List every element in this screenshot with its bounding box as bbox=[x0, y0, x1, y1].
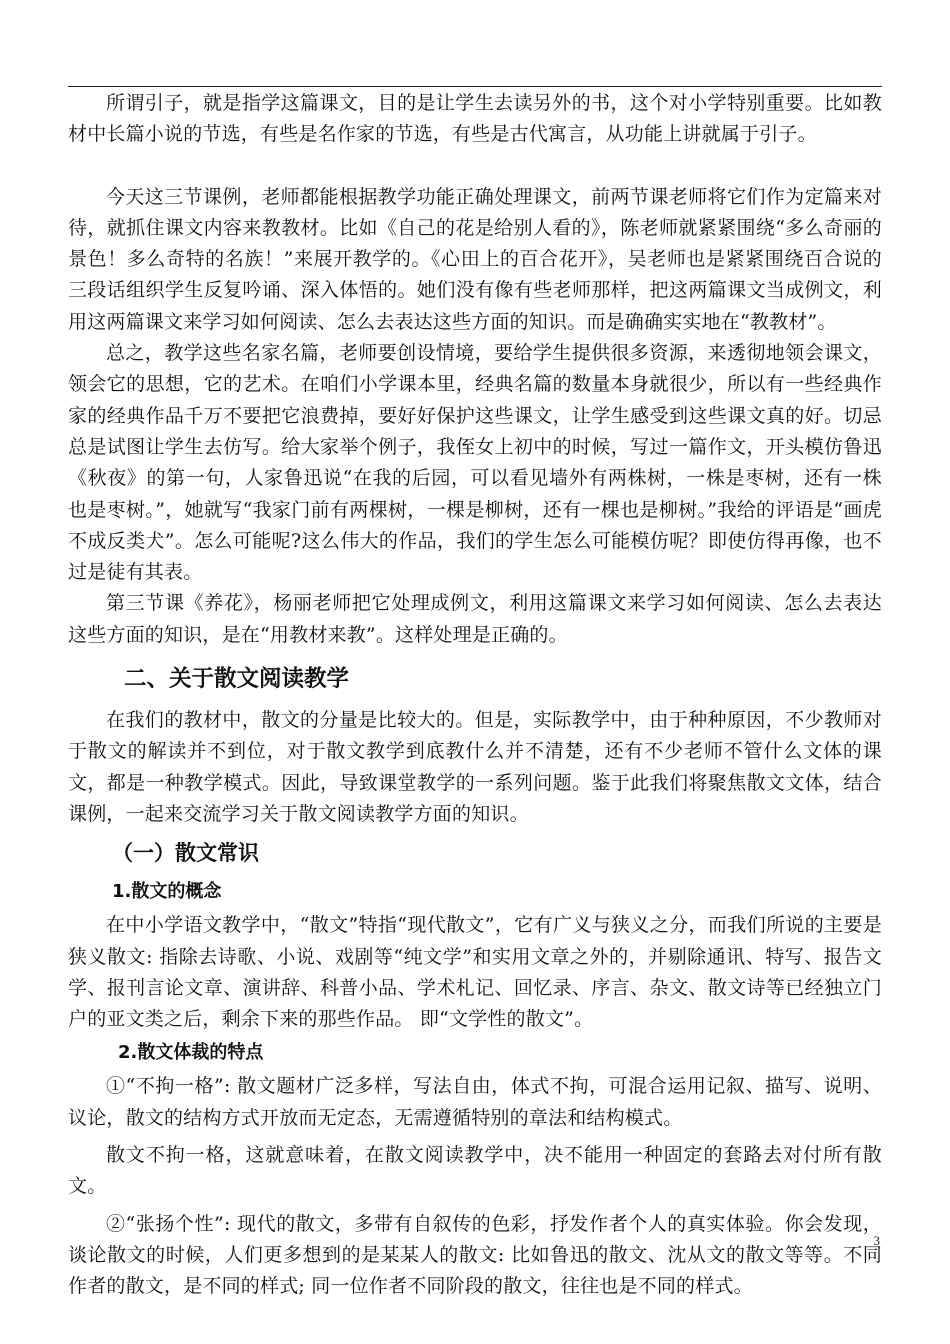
item-heading-prose-features: 2.散文体裁的特点 bbox=[118, 1042, 264, 1064]
paragraph-feature-unconventional: ①“不拘一格”: 散文题材广泛多样，写法自由，体式不拘，可混合运用记叙、描写、说明、议论，散文的结构方式开放而无定态，无需遵循特别的章法和结构模式。 bbox=[68, 1075, 882, 1129]
section-heading-prose-teaching: 二、关于散文阅读教学 bbox=[124, 666, 350, 693]
paragraph-feature-implication: 散文不拘一格，这就意味着，在散文阅读教学中，决不能用一种固定的套路去对付所有散文。 bbox=[68, 1144, 882, 1198]
paragraph-third-lesson: 第三节课《养花》，杨丽老师把它处理成例文，利用这篇课文来学习如何阅读、怎么去表达这些方面的知识，是在“用教材来教”。这样处理是正确的。 bbox=[68, 592, 882, 646]
document-body bbox=[68, 88, 882, 1303]
page-number: 3 bbox=[873, 1233, 880, 1248]
subsection-heading-prose-basics: （一）散文常识 bbox=[112, 841, 259, 866]
paragraph-three-lessons: 今天这三节课例，老师都能根据教学功能正确处理课文，前两节课老师将它们作为定篇来对待，就抓住课文内容来教教材。比如《自己的花是给别人看的》，陈老师就紧紧围绕“多么奇丽的景色！多么奇特的名族！”来展开教学的。《心田上的百合花开》，吴老师也是紧紧围绕百合说的三段话组织学生反复吟诵、深入体悟的。她们没有像有些老师那样，把这两篇课文当成例文，利用这两篇课文来学习如何阅读、怎么去表达这些方面的知识。而是确确实实地在“教教材”。 bbox=[68, 185, 882, 333]
blank-line bbox=[68, 151, 882, 182]
paragraph-introduction-concept: 所谓引子，就是指学这篇课文，目的是让学生去读另外的书，这个对小学特别重要。比如教材中长篇小说的节选，有些是名作家的节选，有些是古代寓言，从功能上讲就属于引子。 bbox=[68, 92, 882, 146]
item-heading-prose-concept: 1.散文的概念 bbox=[112, 881, 222, 903]
header-rule bbox=[68, 86, 882, 87]
paragraph-prose-definition: 在中小学语文教学中，“散文”特指“现代散文”，它有广义与狭义之分，而我们所说的主要是狭义散文: 指除去诗歌、小说、戏剧等“纯文学”和实用文章之外的，并剔除通讯、特写、报告文学、报刊言论文章、演讲辞、科普小品、学术札记、回忆录、序言、杂文、散文诗等已经独立门户的亚文类之后，剩余下来的那些作品。 即“文学性的散文”。 bbox=[68, 914, 882, 1031]
paragraph-feature-individuality: ②“张扬个性”: 现代的散文，多带有自叙传的色彩，抒发作者个人的真实体验。你会发现，谈论散文的时候，人们更多想到的是某某人的散文: 比如鲁迅的散文、沈从文的散文等等。不同作者的散文，是不同的样式; 同一位作者不同阶段的散文，往往也是不同的样式。 bbox=[68, 1212, 882, 1298]
paragraph-prose-in-textbook: 在我们的教材中，散文的分量是比较大的。但是，实际教学中，由于种种原因，不少教师对于散文的解读并不到位，对于散文教学到底教什么并不清楚，还有不少老师不管什么文体的课文，都是一种教学模式。因此，导致课堂教学的一系列问题。鉴于此我们将聚焦散文文体，结合课例，一起来交流学习关于散文阅读教学方面的知识。 bbox=[68, 709, 882, 825]
paragraph-summary: 总之，教学这些名家名篇，老师要创设情境，要给学生提供很多资源，来透彻地领会课文，领会它的思想，它的艺术。在咱们小学课本里，经典名篇的数量本身就很少，所以有一些经典作家的经典作品千万不要把它浪费掉，要好好保护这些课文，让学生感受到这些课文真的好。切忌总是试图让学生去仿写。给大家举个例子，我侄女上初中的时候，写过一篇作文，开头模仿鲁迅《秋夜》的第一句，人家鲁迅说“在我的后园，可以看见墙外有两株树，一株是枣树，还有一株也是枣树。”，她就写“我家门前有两棵树，一棵是柳树，还有一棵也是柳树。”我给的评语是“画虎不成反类犬”。怎么可能呢?这么伟大的作品，我们的学生怎么可能模仿呢？即使仿得再像，也不过是徒有其表。 bbox=[68, 342, 882, 584]
